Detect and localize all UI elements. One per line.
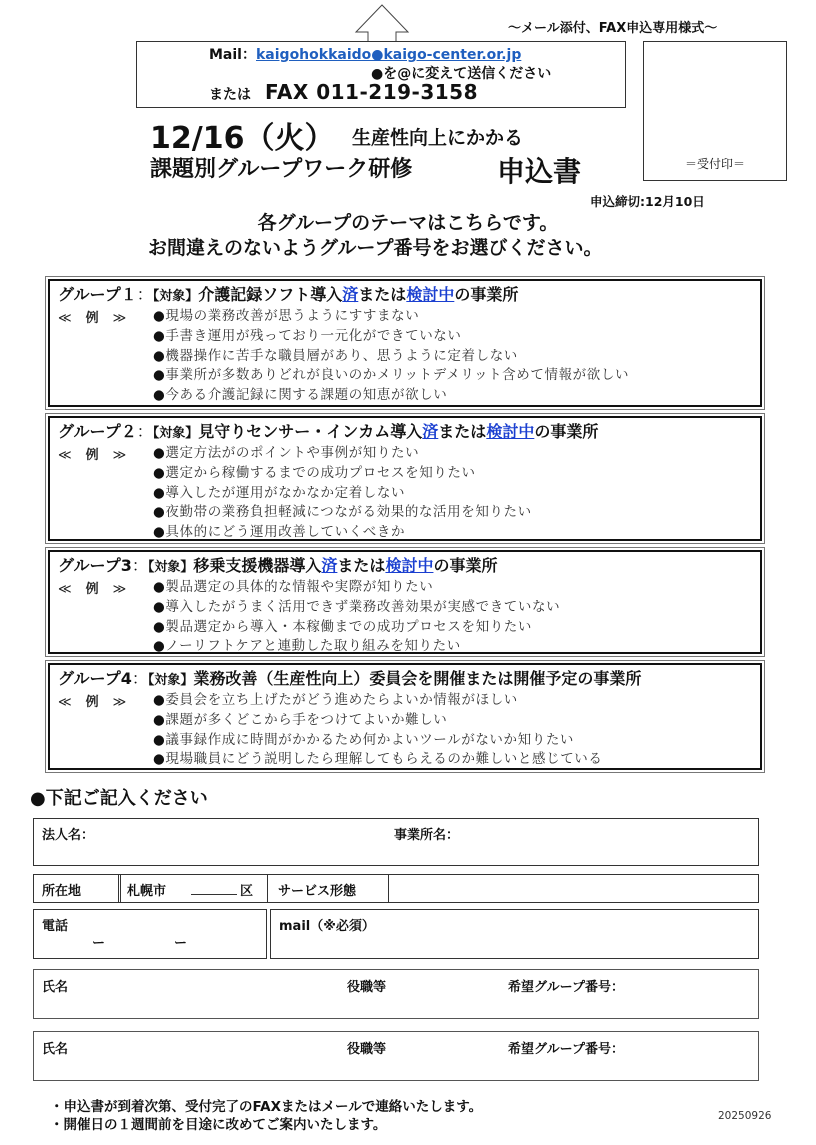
group-status-done: 済 bbox=[342, 285, 359, 304]
example-word: 例 bbox=[85, 311, 99, 326]
participant-role-label: 役職等 bbox=[347, 1042, 387, 1057]
group-separator: ： bbox=[131, 556, 148, 575]
example-item: ● 現場職員にどう説明したら理解してもらえるのか難しいと感じている bbox=[153, 750, 603, 770]
note-item: ・ 開催日の１週間前を目途に改めてご案内いたします。 bbox=[50, 1116, 482, 1134]
divider bbox=[118, 875, 121, 902]
form-heading: ●下記ご記入ください bbox=[30, 788, 208, 809]
mail-note: ●を@に変えて送信ください bbox=[371, 66, 552, 82]
participant-name-label: 氏名 bbox=[42, 1042, 69, 1057]
example-open: ≪ bbox=[58, 448, 72, 463]
example-item: ● 夜勤帯の業務負担軽減につながる効果的な活用を知りたい bbox=[153, 503, 532, 523]
group-mid: または bbox=[337, 556, 386, 575]
example-item: ● 導入したがうまく活用できず業務改善効果が実感できていない bbox=[153, 598, 560, 618]
title-subtitle: 生産性向上にかかる bbox=[352, 127, 524, 149]
group-title bbox=[58, 555, 760, 579]
group-mid: または bbox=[358, 285, 407, 304]
preferred-group-label: 希望グループ番号： bbox=[508, 980, 624, 995]
note-item: ・ 申込書が到着次第、受付完了のFAXまたはメールで連絡いたします。 bbox=[50, 1098, 482, 1116]
example-open: ≪ bbox=[58, 311, 72, 326]
mail-label: Mail： bbox=[209, 47, 256, 63]
group-status-considering: 検討中 bbox=[406, 285, 455, 304]
title-main: 課題別グループワーク研修 bbox=[150, 157, 413, 182]
intro-line-1: 各グループのテーマはこちらです。 bbox=[257, 212, 559, 234]
group-suffix: の事業所 bbox=[433, 556, 498, 575]
group-topic: 業務改善（生産性向上）委員会を開催または開催予定の事業所 bbox=[193, 669, 642, 688]
group-suffix: の事業所 bbox=[534, 422, 599, 441]
group-separator: ： bbox=[136, 285, 153, 304]
group-suffix: の事業所 bbox=[454, 285, 519, 304]
service-type-label: サービス形態 bbox=[278, 884, 357, 899]
example-item: ● 課題が多くどこから手をつけてよいか難しい bbox=[153, 711, 603, 731]
group-topic: 移乗支援機器導入 bbox=[193, 556, 322, 575]
contact-box bbox=[136, 41, 626, 108]
example-word: 例 bbox=[85, 695, 99, 710]
example-label bbox=[58, 691, 126, 710]
example-item: ● 議事録作成に時間がかかるため何かよいツールがないか知りたい bbox=[153, 731, 603, 751]
group-name: グループ２ bbox=[58, 422, 137, 441]
mail-address-link[interactable]: kaigohokkaido●kaigo-center.or.jp bbox=[255, 47, 522, 63]
deadline: 申込締切:12月10日 bbox=[590, 194, 705, 209]
participant-row[interactable] bbox=[33, 1031, 759, 1081]
mail-line bbox=[209, 44, 521, 64]
participant-row[interactable] bbox=[33, 969, 759, 1019]
preferred-group-label: 希望グループ番号： bbox=[508, 1042, 624, 1057]
participant-name-label: 氏名 bbox=[42, 980, 69, 995]
example-item: ● 現場の業務改善が思うようにすすまない bbox=[153, 307, 629, 327]
group-topic: 介護記録ソフト導入 bbox=[198, 285, 343, 304]
group-separator: ： bbox=[131, 669, 148, 688]
title-date: 12/16（火） bbox=[150, 121, 335, 156]
example-label bbox=[58, 578, 126, 597]
group-separator: ： bbox=[136, 422, 153, 441]
location-label: 所在地 bbox=[42, 884, 82, 899]
example-label bbox=[58, 444, 126, 463]
reception-stamp-label: ＝受付印＝ bbox=[684, 157, 745, 171]
group-target-label: 【対象】 bbox=[152, 289, 199, 304]
example-list bbox=[153, 444, 532, 543]
phone-dash: ー bbox=[92, 936, 106, 951]
group-box-1 bbox=[45, 276, 765, 410]
group-target-label: 【対象】 bbox=[147, 673, 194, 688]
form-type-tagline: ～メール添付、FAX申込専用様式～ bbox=[508, 21, 718, 36]
mail-field-label: mail（※必須） bbox=[279, 919, 375, 934]
example-close: ≫ bbox=[112, 582, 127, 597]
document-code: 20250926 bbox=[718, 1110, 772, 1122]
example-close: ≫ bbox=[112, 695, 127, 710]
phone-dash: ー bbox=[174, 936, 188, 951]
office-name-label: 事業所名： bbox=[394, 828, 460, 843]
example-item: ● 選定から稼働するまでの成功プロセスを知りたい bbox=[153, 464, 532, 484]
ward-label: 区 bbox=[240, 884, 254, 899]
group-name: グループ１ bbox=[58, 285, 137, 304]
phone-label: 電話 bbox=[42, 919, 69, 934]
example-close: ≫ bbox=[112, 448, 127, 463]
fax-number: FAX 011-219-3158 bbox=[265, 80, 478, 104]
location-row bbox=[33, 874, 759, 903]
group-title bbox=[58, 284, 760, 308]
example-list bbox=[153, 691, 603, 770]
example-item: ● 製品選定の具体的な情報や実際が知りたい bbox=[153, 578, 560, 598]
fax-line bbox=[209, 80, 478, 104]
example-item: ● 機器操作に苦手な職員層があり、思うように定着しない bbox=[153, 347, 629, 367]
corporation-name-label: 法人名： bbox=[42, 828, 95, 843]
example-open: ≪ bbox=[58, 695, 72, 710]
group-title bbox=[58, 668, 760, 692]
phone-field[interactable] bbox=[33, 909, 267, 959]
example-word: 例 bbox=[85, 448, 99, 463]
group-mid: または bbox=[438, 422, 487, 441]
mail-field[interactable] bbox=[270, 909, 759, 959]
notes-list bbox=[50, 1098, 482, 1134]
group-name: グループ4 bbox=[58, 669, 132, 688]
group-name: グループ3 bbox=[58, 556, 132, 575]
group-target-label: 【対象】 bbox=[152, 426, 199, 441]
group-status-done: 済 bbox=[321, 556, 338, 575]
group-topic: 見守りセンサー・インカム導入 bbox=[198, 422, 423, 441]
example-item: ● 手書き運用が残っており一元化ができていない bbox=[153, 327, 629, 347]
example-item: ● 事業所が多数ありどれが良いのかメリットデメリット含めて情報が欲しい bbox=[153, 366, 629, 386]
group-target-label: 【対象】 bbox=[147, 560, 194, 575]
example-open: ≪ bbox=[58, 582, 72, 597]
example-item: ● 導入したが運用がなかなか定着しない bbox=[153, 484, 532, 504]
intro-line-2: お間違えのないようグループ番号をお選びください。 bbox=[148, 237, 603, 259]
example-item: ● ノーリフトケアと連動した取り組みを知りたい bbox=[153, 637, 560, 657]
example-item: ● 選定方法がのポイントや事例が知りたい bbox=[153, 444, 532, 464]
example-list bbox=[153, 307, 629, 406]
example-word: 例 bbox=[85, 582, 99, 597]
group-status-considering: 検討中 bbox=[486, 422, 535, 441]
example-item: ● 製品選定から導入・本稼働までの成功プロセスを知りたい bbox=[153, 618, 560, 638]
group-title bbox=[58, 421, 760, 445]
reception-stamp-box bbox=[643, 41, 787, 181]
up-arrow-icon bbox=[352, 4, 412, 44]
group-box-4 bbox=[45, 660, 765, 773]
divider bbox=[388, 875, 389, 902]
group-status-done: 済 bbox=[422, 422, 439, 441]
corporation-row[interactable] bbox=[33, 818, 759, 866]
ward-input-blank[interactable] bbox=[191, 894, 237, 895]
example-item: ● 今ある介護記録に関する課題の知恵が欲しい bbox=[153, 386, 629, 406]
example-item: ● 具体的にどう運用改善していくべきか bbox=[153, 523, 532, 543]
fax-prefix: または bbox=[209, 87, 251, 103]
title-apply: 申込書 bbox=[497, 155, 582, 188]
group-box-3 bbox=[45, 547, 765, 657]
example-item: ● 委員会を立ち上げたがどう進めたらよいか情報がほしい bbox=[153, 691, 603, 711]
group-status-considering: 検討中 bbox=[385, 556, 434, 575]
example-label bbox=[58, 307, 126, 326]
group-box-2 bbox=[45, 413, 765, 544]
participant-role-label: 役職等 bbox=[347, 980, 387, 995]
divider bbox=[267, 875, 268, 902]
city-label: 札幌市 bbox=[127, 884, 167, 899]
example-close: ≫ bbox=[112, 311, 127, 326]
example-list bbox=[153, 578, 560, 657]
